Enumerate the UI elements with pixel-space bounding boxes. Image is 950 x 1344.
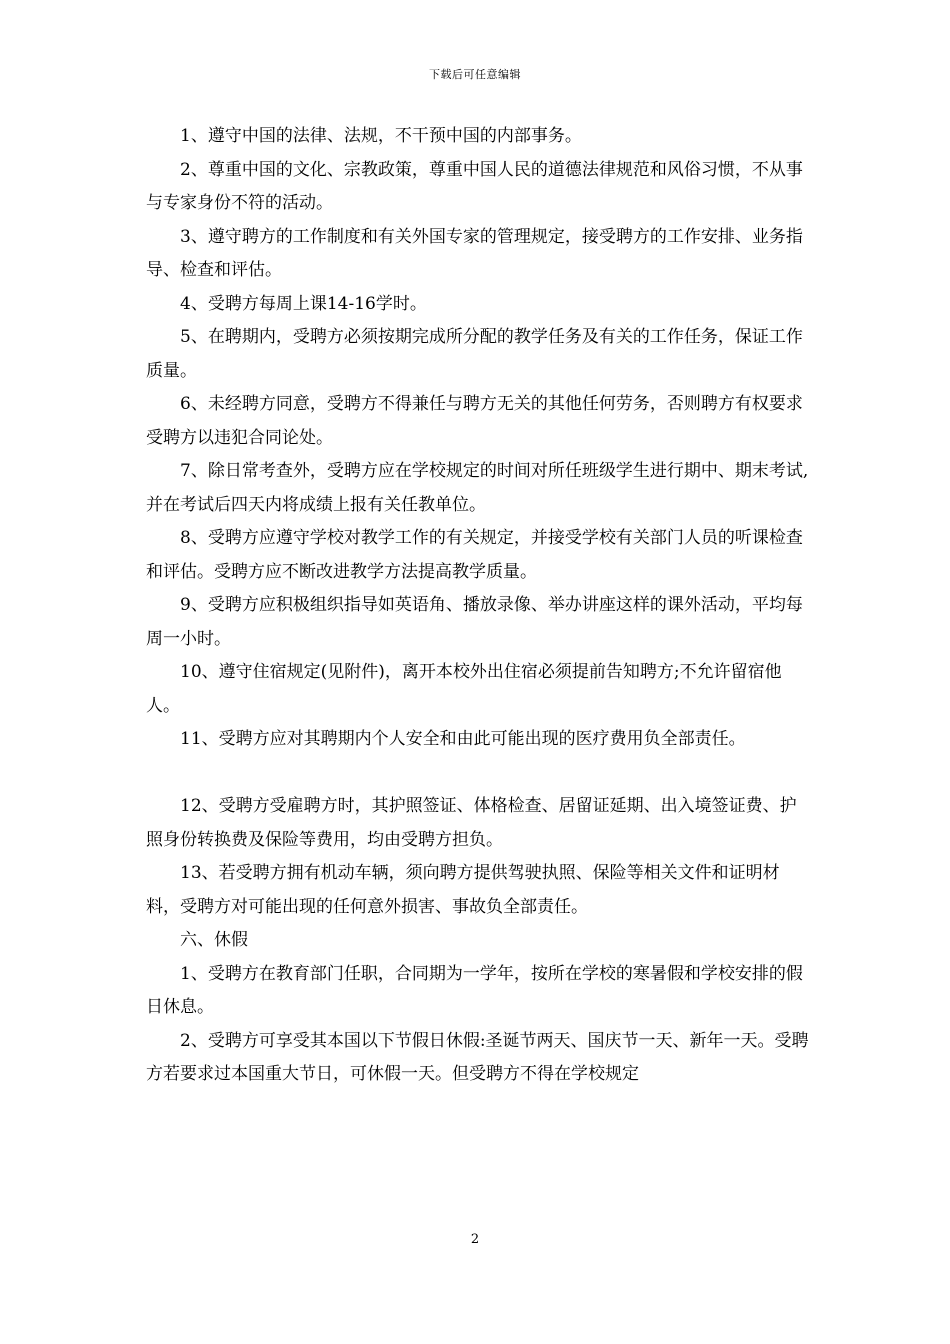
paragraph: 2、受聘方可享受其本国以下节假日休假:圣诞节两天、国庆节一天、新年一天。受聘方若要求过本国重大节日，可休假一天。但受聘方不得在学校规定 (146, 1030, 809, 1084)
page-header: 下载后可任意编辑 (429, 68, 521, 81)
paragraph: 6、未经聘方同意，受聘方不得兼任与聘方无关的其他任何劳务，否则聘方有权要求受聘方以违犯合同论处。 (146, 394, 803, 448)
paragraph: 1、受聘方在教育部门任职，合同期为一学年，按所在学校的寒暑假和学校安排的假日休息。 (146, 963, 803, 1017)
paragraph: 13、若受聘方拥有机动车辆，须向聘方提供驾驶执照、保险等相关文件和证明材料，受聘方对可能出现的任何意外损害、事故负全部责任。 (146, 863, 780, 917)
page-number: 2 (470, 1232, 480, 1247)
section-heading: 六、休假 (180, 930, 248, 950)
paragraph: 4、受聘方每周上课14-16学时。 (180, 293, 427, 314)
paragraph: 5、在聘期内，受聘方必须按期完成所分配的教学任务及有关的工作任务，保证工作质量。 (146, 327, 803, 381)
paragraph: 9、受聘方应积极组织指导如英语角、播放录像、举办讲座这样的课外活动，平均每周一小时。 (146, 595, 803, 649)
paragraph: 1、遵守中国的法律、法规，不干预中国的内部事务。 (180, 126, 582, 146)
paragraph: 8、受聘方应遵守学校对教学工作的有关规定，并接受学校有关部门人员的听课检查和评估。受聘方应不断改进教学方法提高教学质量。 (146, 528, 803, 582)
paragraph: 2、尊重中国的文化、宗教政策，尊重中国人民的道德法律规范和风俗习惯，不从事与专家身份不符的活动。 (146, 159, 803, 213)
paragraph: 11、受聘方应对其聘期内个人安全和由此可能出现的医疗费用负全部责任。 (180, 729, 746, 749)
paragraph: 7、除日常考查外，受聘方应在学校规定的时间对所任班级学生进行期中、期末考试,并在考试后四天内将成绩上报有关任教单位。 (146, 461, 809, 515)
document-body (146, 120, 810, 1092)
paragraph: 10、遵守住宿规定(见附件)，离开本校外出住宿必须提前告知聘方;不允许留宿他人。 (146, 662, 782, 716)
paragraph: 3、遵守聘方的工作制度和有关外国专家的管理规定，接受聘方的工作安排、业务指导、检查和评估。 (146, 226, 803, 280)
paragraph: 12、受聘方受雇聘方时，其护照签证、体格检查、居留证延期、出入境签证费、护照身份转换费及保险等费用，均由受聘方担负。 (146, 796, 797, 850)
